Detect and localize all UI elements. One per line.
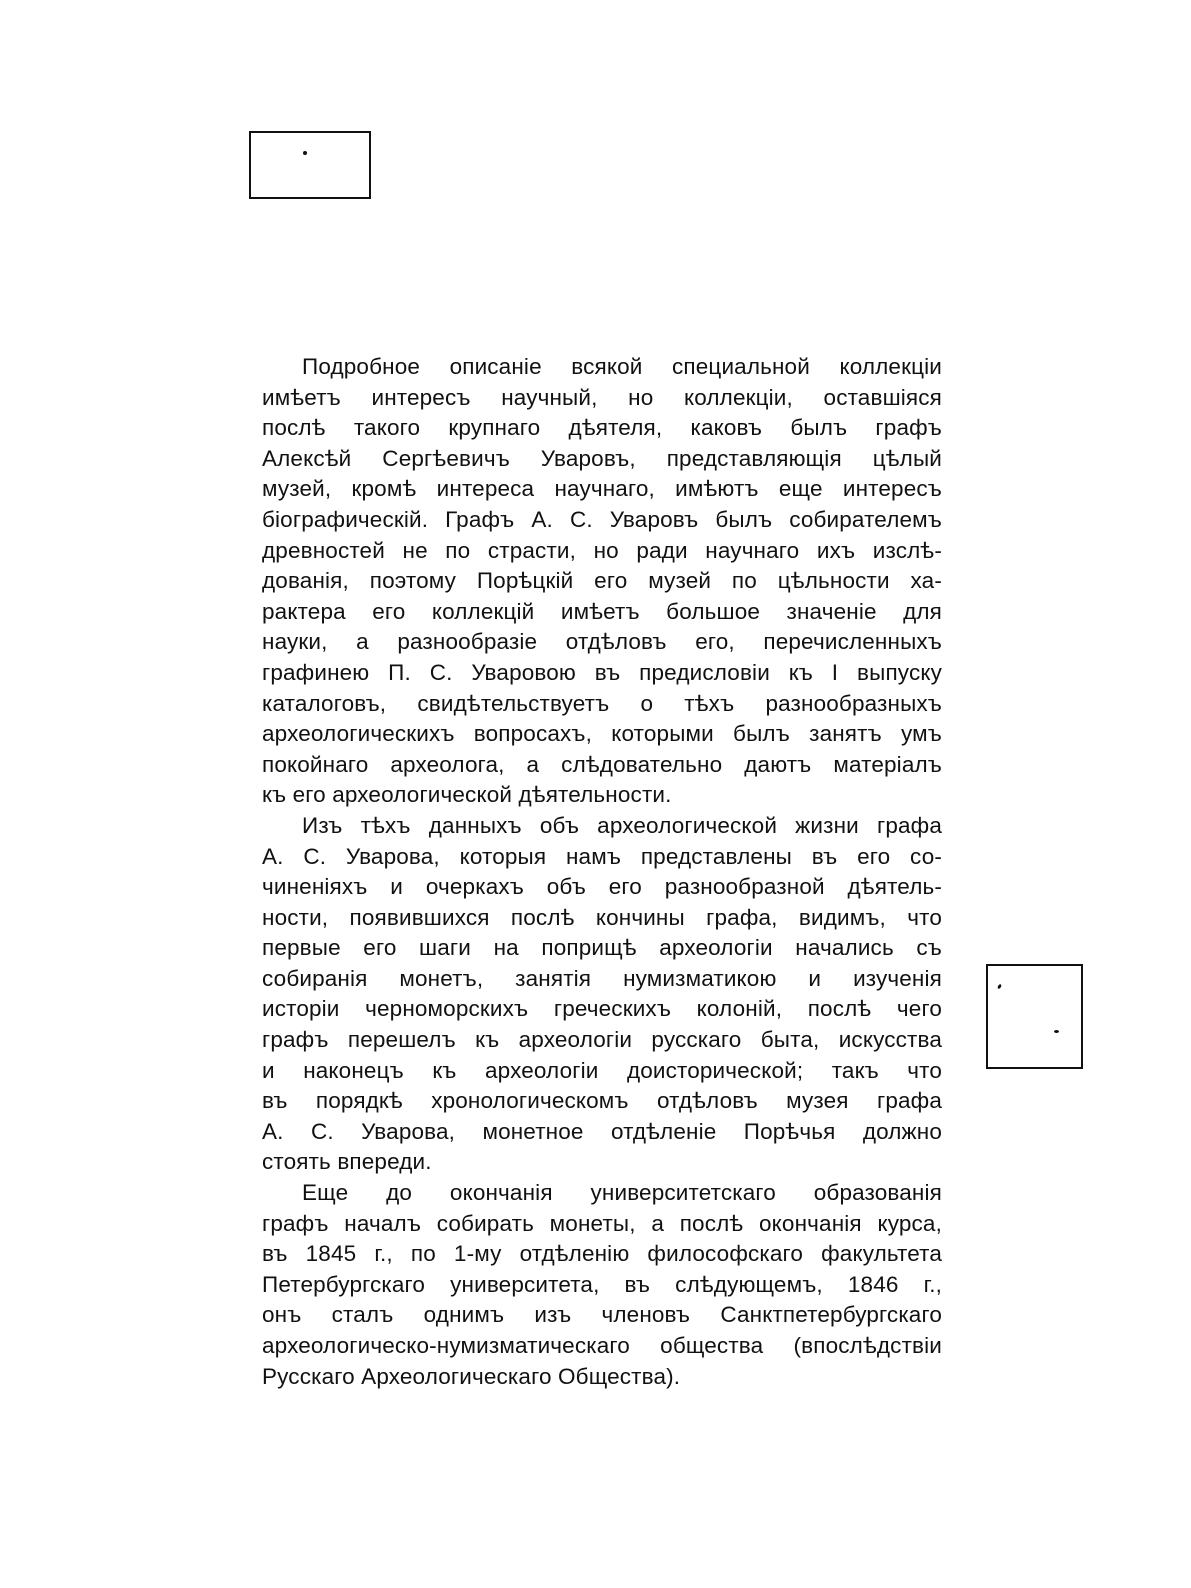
text-line: къ его археологической дѣятельности.: [262, 782, 672, 808]
text-line: рактера его коллекцій имѣетъ большое значеніе для: [262, 598, 942, 624]
paragraph-2: [262, 811, 942, 1178]
text-line: А. С. Уварова, монетное отдѣленіе Порѣчья должно: [262, 1118, 942, 1144]
text-line: графъ перешелъ къ археологіи русскаго быта, искусства: [262, 1027, 942, 1053]
text-line: ности, появившихся послѣ кончины графа, видимъ, что: [262, 904, 942, 930]
text-line: А. С. Уварова, которыя намъ представлены въ его со-: [262, 843, 942, 869]
text-line: имѣетъ интересъ научный, но коллекціи, оставшіяся: [262, 384, 942, 410]
text-line: и наконецъ къ археологіи доисторической; такъ что: [262, 1057, 942, 1083]
right-margin-frame: [986, 964, 1083, 1069]
frame-speck: [997, 984, 1002, 990]
frame-speck: [1054, 1030, 1059, 1033]
text-line: покойнаго археолога, а слѣдовательно даютъ матеріалъ: [262, 751, 942, 777]
text-line: въ 1845 г., по 1-му отдѣленію философскаго факультета: [262, 1241, 942, 1267]
text-line: стоять впереди.: [262, 1149, 432, 1175]
text-line: археологическихъ вопросахъ, которыми былъ занятъ умъ: [262, 721, 942, 747]
text-line: первые его шаги на поприщѣ археологіи начались съ: [262, 935, 942, 961]
text-line: музей, кромѣ интереса научнаго, имѣютъ еще интересъ: [262, 476, 942, 502]
text-line: графъ началъ собирать монеты, а послѣ окончанія курса,: [262, 1210, 942, 1236]
paragraph-3: [262, 1178, 942, 1392]
text-line: біографическій. Графъ А. С. Уваровъ былъ собирателемъ: [262, 506, 942, 532]
paragraph-1: [262, 352, 942, 811]
frame-speck: [303, 151, 307, 155]
text-line: археологическо-нумизматическаго общества (впослѣдствіи: [262, 1333, 942, 1358]
top-left-frame: [249, 131, 371, 199]
text-line: Подробное описаніе всякой специальной коллекціи: [302, 354, 942, 379]
text-line: исторіи черноморскихъ греческихъ колоній, послѣ чего: [262, 996, 942, 1022]
page-body-text: [262, 352, 942, 1392]
text-line: въ порядкѣ хронологическомъ отдѣловъ музея графа: [262, 1088, 942, 1114]
text-line: чиненіяхъ и очеркахъ объ его разнообразной дѣятель-: [262, 874, 942, 900]
text-line: Петербургскаго университета, въ слѣдующемъ, 1846 г.,: [262, 1271, 942, 1297]
text-line: Изъ тѣхъ данныхъ объ археологической жизни графа: [302, 812, 942, 838]
text-line: графинею П. С. Уваровою въ предисловіи къ I выпуску: [262, 659, 942, 685]
text-line: Еще до окончанія университетскаго образованія: [302, 1180, 942, 1206]
text-line: Русскаго Археологическаго Общества).: [262, 1363, 681, 1389]
text-line: онъ сталъ однимъ изъ членовъ Санктпетербургскаго: [262, 1302, 942, 1328]
text-line: собиранія монетъ, занятія нумизматикою и изученія: [262, 965, 942, 991]
text-line: послѣ такого крупнаго дѣятеля, каковъ былъ графъ: [262, 415, 942, 441]
text-line: древностей не по страсти, но ради научнаго ихъ изслѣ-: [262, 537, 942, 563]
text-line: науки, а разнообразіе отдѣловъ его, перечисленныхъ: [262, 629, 942, 655]
text-line: Алексѣй Сергѣевичъ Уваровъ, представляющія цѣлый: [262, 445, 942, 471]
text-line: дованія, поэтому Порѣцкій его музей по цѣльности ха-: [262, 568, 942, 594]
text-line: каталоговъ, свидѣтельствуетъ о тѣхъ разнообразныхъ: [262, 690, 942, 716]
